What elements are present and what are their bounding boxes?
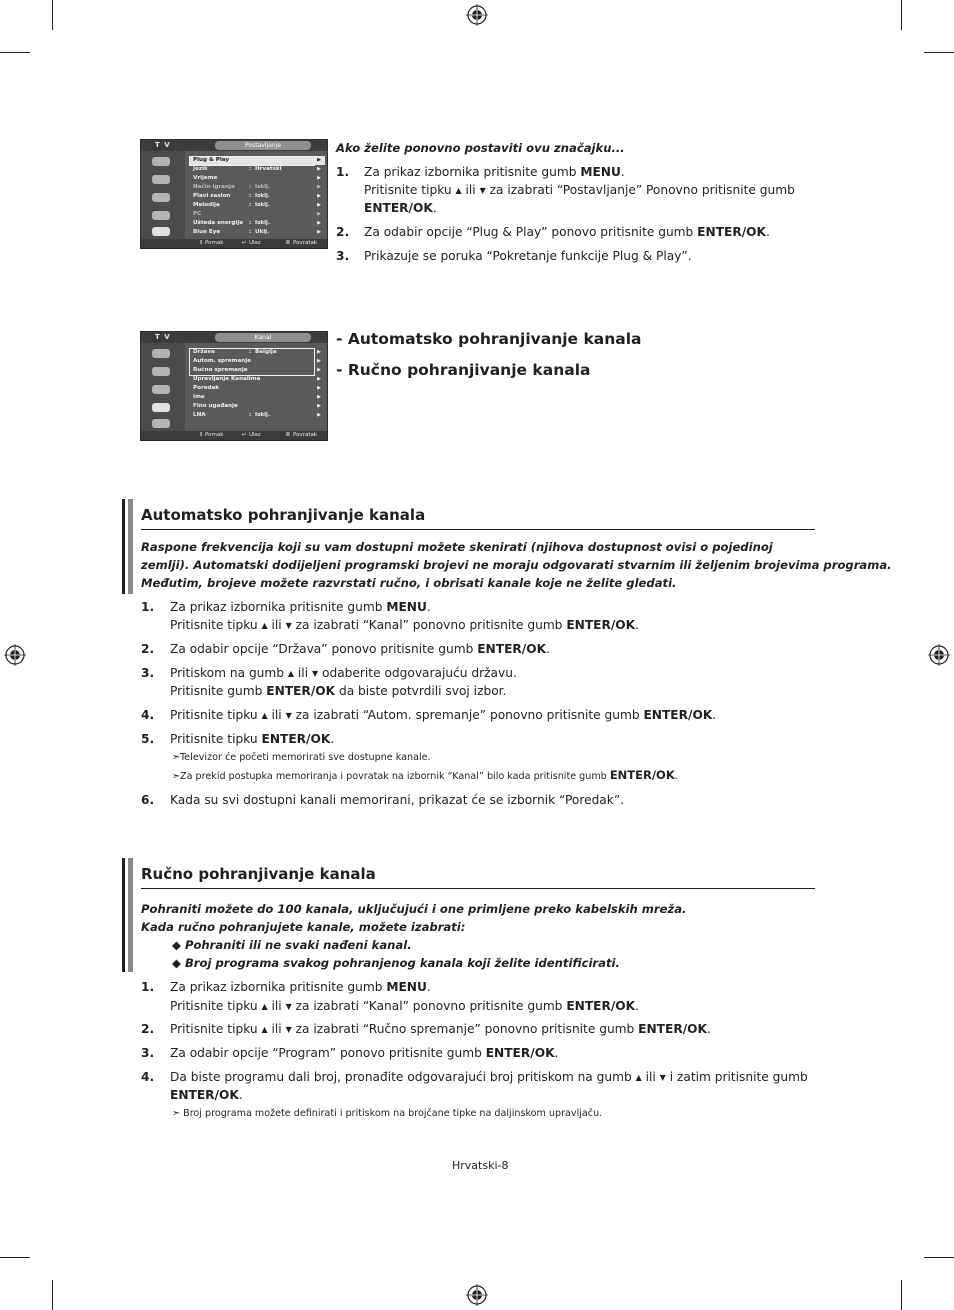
chevron-right-icon: ▶ <box>317 229 321 235</box>
up-arrow-icon: ▲ <box>261 621 268 630</box>
reset-heading: Ako želite ponovno postaviti ovu značajku... <box>336 141 625 155</box>
osd-row-label: Plug & Play <box>193 157 230 163</box>
osd-row-label: Fino ugađanje <box>193 403 238 409</box>
down-arrow-icon: ▼ <box>285 621 292 630</box>
auto-note-1: ➣Televizor će početi memorirati sve dostupne kanale. <box>172 752 431 763</box>
diamond-bullet-icon: ◆ <box>172 938 181 952</box>
chevron-right-icon: ▶ <box>317 367 321 373</box>
up-arrow-icon: ▲ <box>261 711 268 720</box>
osd-footer <box>141 239 327 248</box>
down-arrow-icon: ▼ <box>659 1073 666 1082</box>
down-arrow-icon: ▼ <box>479 186 486 195</box>
note-arrow-icon: ➣ <box>172 1108 181 1119</box>
note-arrow-icon: ➣ <box>172 771 181 782</box>
reset-step1-line3: ENTER/OK. <box>364 201 437 215</box>
chevron-right-icon: ▶ <box>317 211 321 217</box>
manual-step4-line1: Da biste programu dali broj, pronađite odgovarajući broj pritiskom na gumb ▲ ili ▼ i zatim pritisnite gumb <box>170 1070 808 1084</box>
auto-section-title: Automatsko pohranjivanje kanala <box>141 506 426 524</box>
manual-intro-2: Kada ručno pohranjujete kanale, možete izabrati: <box>141 920 466 934</box>
note-arrow-icon: ➣ <box>172 752 181 763</box>
osd-menu-rows <box>189 156 325 237</box>
setup-icon <box>152 403 170 412</box>
osd-row-label: Ušteda energije <box>193 220 244 226</box>
osd-menu-row[interactable] <box>189 393 325 402</box>
down-arrow-icon: ▼ <box>311 669 319 678</box>
picture-icon <box>152 157 170 166</box>
chevron-right-icon: ▶ <box>317 403 321 409</box>
reset-step1-line2: Pritisnite tipku ▲ ili ▼ za izabrati “Postavljanje” Ponovno pritisnite gumb <box>364 183 795 197</box>
registration-mark-left-icon <box>4 644 26 666</box>
updown-icon: ⇕ <box>199 432 204 438</box>
return-icon: Ⅲ <box>286 432 290 438</box>
auto-step3-line2: Pritisnite gumb ENTER/OK da biste potvrdili svoj izbor. <box>170 684 507 698</box>
chevron-right-icon: ▶ <box>317 349 321 355</box>
chevron-right-icon: ▶ <box>317 220 321 226</box>
up-arrow-icon: ▲ <box>261 1002 268 1011</box>
osd-row-label: Vrijeme <box>193 175 218 181</box>
sound-icon <box>152 175 170 184</box>
chevron-right-icon: ▶ <box>317 376 321 382</box>
osd-footer-enter: Ulaz <box>249 240 261 246</box>
osd-row-value: Uklj. <box>255 229 270 235</box>
chevron-right-icon: ▶ <box>317 394 321 400</box>
osd-footer-move: Pomak <box>205 432 224 438</box>
reset-step1-line1: Za prikaz izbornika pritisnite gumb MENU. <box>364 165 625 179</box>
input-icon <box>152 227 170 236</box>
osd-row-label: Plavi zaslon <box>193 193 231 199</box>
auto-step1-line2: Pritisnite tipku ▲ ili ▼ za izabrati “Kanal” ponovno pritisnite gumb ENTER/OK. <box>170 618 639 632</box>
osd-tv-label: T V <box>155 333 171 341</box>
manual-step1-line1: Za prikaz izbornika pritisnite gumb MENU. <box>170 980 431 994</box>
osd-row-label: Autom. spremanje <box>193 358 251 364</box>
input-icon <box>152 419 170 428</box>
osd-row-value: Isklj. <box>255 412 271 418</box>
chevron-right-icon: ▶ <box>317 166 321 172</box>
osd-row-label: Ime <box>193 394 205 400</box>
osd-row-value: Isklj. <box>255 184 271 190</box>
page-number: Hrvatski-8 <box>452 1159 509 1172</box>
osd-row-label: Poredak <box>193 385 219 391</box>
auto-step4: Pritisnite tipku ▲ ili ▼ za izabrati “Autom. spremanje” ponovno pritisnite gumb ENTER/OK. <box>170 708 717 722</box>
osd-footer-return: Povratak <box>293 240 318 246</box>
osd-menu-row[interactable] <box>189 375 325 384</box>
return-icon: Ⅲ <box>286 240 290 246</box>
manual-step2: Pritisnite tipku ▲ ili ▼ za izabrati “Ručno spremanje” ponovno pritisnite gumb ENTER/OK. <box>170 1022 711 1036</box>
auto-step2: Za odabir opcije “Država” ponovo pritisnite gumb ENTER/OK. <box>170 642 550 656</box>
osd-footer-return: Povratak <box>293 432 318 438</box>
osd-menu-row[interactable] <box>189 174 325 183</box>
osd-menu-row[interactable] <box>189 402 325 411</box>
reset-step2: Za odabir opcije “Plug & Play” ponovo pritisnite gumb ENTER/OK. <box>364 225 770 239</box>
chevron-right-icon: ▶ <box>317 202 321 208</box>
chevron-right-icon: ▶ <box>317 358 321 364</box>
osd-row-label: Ručno spremanje <box>193 367 248 373</box>
down-arrow-icon: ▼ <box>285 1002 292 1011</box>
osd-row-label: Država <box>193 349 215 355</box>
enter-icon: ↵ <box>242 432 247 438</box>
osd-row-value: Hrvatski <box>255 166 282 172</box>
manual-note-1: ➣ Broj programa možete definirati i pritiskom na brojčane tipke na daljinskom upravljaču. <box>172 1108 603 1119</box>
manual-intro-1: Pohraniti možete do 100 kanala, uključujući i one primljene preko kabelskih mreža. <box>141 902 687 916</box>
osd-menu-row[interactable] <box>189 210 325 219</box>
auto-step5: Pritisnite tipku ENTER/OK. <box>170 732 335 746</box>
diamond-bullet-icon: ◆ <box>172 956 181 970</box>
registration-mark-bottom-icon <box>466 1284 488 1306</box>
osd-menu-title: Kanal <box>215 333 311 342</box>
osd-row-label: Način igranja <box>193 184 235 190</box>
osd-menu-row[interactable]: Blue Eye : Uklj. ▶ <box>193 229 321 235</box>
osd-row-value: Isklj. <box>255 202 271 208</box>
auto-intro-2: zemlji). Automatski dodijeljeni programski brojevi ne moraju odgovarati stvarnim ili željenim brojevima programa. <box>141 558 892 572</box>
osd-row-label: Upravljanje Kanalima <box>193 376 261 382</box>
sound-icon <box>152 367 170 376</box>
osd-menu-row[interactable]: LNA : Isklj. ▶ <box>193 412 321 418</box>
manual-step4-line2: ENTER/OK. <box>170 1088 243 1102</box>
chevron-right-icon: ▶ <box>317 157 321 163</box>
osd-menu-title: Postavljanje <box>215 141 311 150</box>
manual-step3: Za odabir opcije “Program” ponovo pritisnite gumb ENTER/OK. <box>170 1046 559 1060</box>
chevron-right-icon: ▶ <box>317 193 321 199</box>
osd-row-label: Melodija <box>193 202 220 208</box>
auto-intro-3: Međutim, brojeve možete razvrstati ručno, i obrisati kanale koje ne želite gledati. <box>141 576 677 590</box>
osd-menu-row[interactable] <box>189 384 325 393</box>
registration-mark-right-icon <box>928 644 950 666</box>
osd-menu-row[interactable]: Država : Belgija ▶ <box>193 349 321 355</box>
up-arrow-icon: ▲ <box>261 1025 268 1034</box>
chevron-right-icon: ▶ <box>317 385 321 391</box>
down-arrow-icon: ▼ <box>285 1025 292 1034</box>
osd-menu-row[interactable]: Melodija : Isklj. ▶ <box>193 202 321 208</box>
manual-section-title: Ručno pohranjivanje kanala <box>141 865 376 883</box>
link-auto-store[interactable]: - Automatsko pohranjivanje kanala <box>336 330 642 348</box>
osd-row-label: LNA <box>193 412 206 418</box>
up-arrow-icon: ▲ <box>287 669 295 678</box>
osd-row-label: Jezik <box>193 166 208 172</box>
registration-mark-top-icon <box>466 4 488 26</box>
osd-row-value: Isklj. <box>255 193 271 199</box>
chevron-right-icon: ▶ <box>317 175 321 181</box>
auto-step1-line1: Za prikaz izbornika pritisnite gumb MENU. <box>170 600 431 614</box>
enter-icon: ↵ <box>242 240 247 246</box>
osd-footer-enter: Ulaz <box>249 432 261 438</box>
osd-row-label: PC <box>193 211 202 217</box>
link-manual-store[interactable]: - Ručno pohranjivanje kanala <box>336 361 591 379</box>
updown-icon: ⇕ <box>199 240 204 246</box>
chevron-right-icon: ▶ <box>317 412 321 418</box>
setup-icon <box>152 211 170 220</box>
osd-menu-channel <box>140 331 328 441</box>
up-arrow-icon: ▲ <box>455 186 462 195</box>
up-arrow-icon: ▲ <box>635 1073 642 1082</box>
auto-note-2: ➣Za prekid postupka memoriranja i povratak na izbornik “Kanal” bilo kada pritisnite gumb ENTER/OK. <box>172 768 678 782</box>
osd-menu-row[interactable]: Plavi zaslon : Isklj. ▶ <box>193 193 321 199</box>
reset-step3: Prikazuje se poruka “Pokretanje funkcije Plug & Play”. <box>364 249 692 263</box>
auto-step3-line1: Pritiskom na gumb ▲ ili ▼ odaberite odgovarajuću državu. <box>170 666 517 680</box>
osd-footer-move: Pomak <box>205 240 224 246</box>
osd-row-value: Belgija <box>255 349 277 355</box>
down-arrow-icon: ▼ <box>285 711 292 720</box>
osd-menu-row[interactable]: Način igranja : Isklj. ▶ <box>193 184 321 190</box>
osd-tv-label: T V <box>155 141 171 149</box>
channel-icon <box>152 193 170 202</box>
channel-icon <box>152 385 170 394</box>
osd-menu-row[interactable]: Ušteda energije : Isklj. ▶ <box>193 220 321 226</box>
chevron-right-icon: ▶ <box>317 184 321 190</box>
manual-bullet-2: ◆ Broj programa svakog pohranjenog kanala koji želite identificirati. <box>172 956 620 970</box>
manual-step1-line2: Pritisnite tipku ▲ ili ▼ za izabrati “Kanal” ponovno pritisnite gumb ENTER/OK. <box>170 999 639 1013</box>
osd-row-label: Blue Eye <box>193 229 221 235</box>
osd-row-value: Isklj. <box>255 220 271 226</box>
auto-step6: Kada su svi dostupni kanali memorirani, prikazat će se izbornik “Poredak”. <box>170 793 625 807</box>
osd-menu-setup <box>140 139 328 249</box>
picture-icon <box>152 349 170 358</box>
auto-intro-1: Raspone frekvencija koji su vam dostupni možete skenirati (njihova dostupnost ovisi o pojedinoj <box>141 540 773 554</box>
manual-bullet-1: ◆ Pohraniti ili ne svaki nađeni kanal. <box>172 938 412 952</box>
osd-footer <box>141 431 327 440</box>
osd-menu-row[interactable]: Jezik : Hrvatski ▶ <box>193 166 321 172</box>
